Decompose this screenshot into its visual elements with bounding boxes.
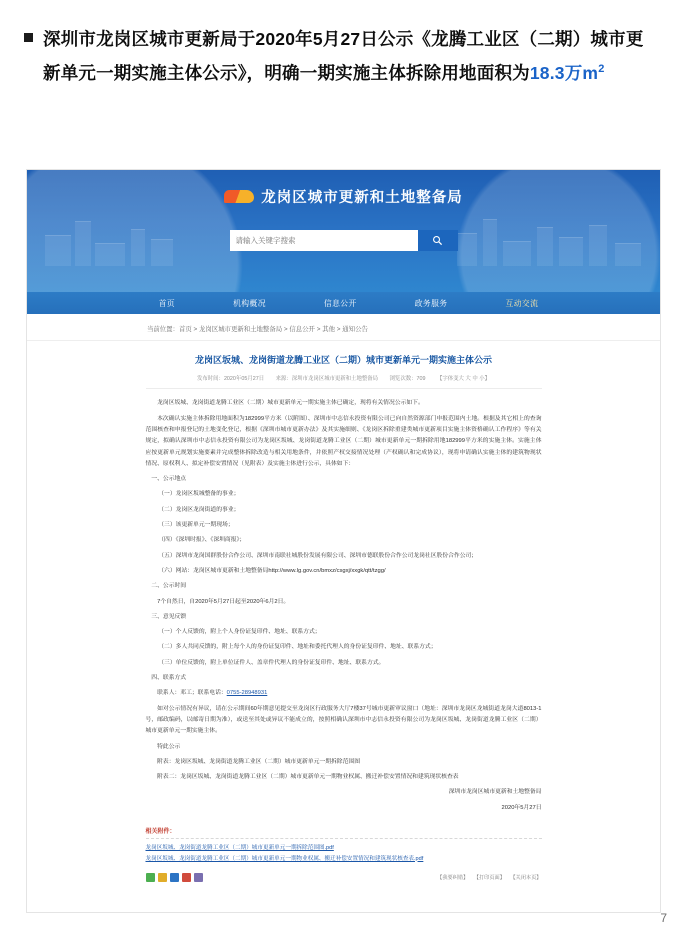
page-title [43, 22, 657, 90]
article-paragraph-3: （一）龙岗区坂城整备的事业； [158, 491, 240, 498]
attachments-title: 相关附件： [145, 829, 176, 835]
contact-phone-link[interactable]: 0755-28948931 [226, 690, 268, 697]
article-paragraph-1: 本次确认实施主体拆除用地面积为182999平方米（以附图）、深圳市中志信永投资有限公司已向自然资源部门申报范围内土地。根据及其它相上的查询范围核查和申报登记的土地变化登记，根据《深圳市城市更新办法》及其实施细则、《龙岗区拆除重建类城市更新项目实施主体资格确认工作程序》等有关规定，拟确认深圳市中志信永投资有限公司为龙岗区坂城、龙岗街道龙腾工业区（二期）城市更新单元一期拆除用地182999平方米的实施主体。实施主体应按更新单元规划实施要素并完成整体拆除改造与相关用地条件，并依照产权交接情况处理（产权确认和完成协议），现将申请确认实施主体的建筑物现状情况、原权利人、拟定补偿安置情况（见附表）及实施主体进行公示，具体如下： [145, 415, 542, 467]
breadcrumb: 当前位置：首页 > 龙岗区城市更新和土地整备局 > 信息公开 > 其他 > 通知公告 [27, 314, 660, 341]
bullet-square-icon [24, 33, 33, 42]
search-icon [432, 235, 443, 246]
footer-link-0[interactable]: 【我要纠错】 [437, 875, 469, 882]
signature-org: 深圳市龙岗区城市更新和土地整备局 [448, 789, 542, 796]
site-nav [27, 292, 660, 314]
attachment-link-0[interactable]: 龙岗区坂城、龙岗街道龙腾工业区（二期）城市更新单元一期拆除范围图.pdf [145, 845, 334, 851]
article-paragraph-4: （二）龙岗区龙岗街道的事业； [158, 506, 240, 513]
article-paragraph-12: （一）个人反馈的，附上个人身份证复印件、地址、联系方式； [158, 629, 321, 636]
site-banner [27, 170, 660, 292]
share-icons [146, 873, 203, 882]
search-input[interactable] [230, 230, 418, 251]
slide-page-number: 7 [660, 911, 667, 925]
qzone-share-icon[interactable] [182, 873, 191, 882]
wechat-share-icon[interactable] [146, 873, 155, 882]
site-search [230, 230, 458, 251]
article-paragraph-13: （二）多人共同反馈的，附上每个人的身份证复印件、地址和委托代理人的身份证复印件、地址、联系方式； [158, 644, 437, 651]
article-paragraph-5: （三）该更新单元一期现场； [158, 522, 234, 529]
article-paragraph-17: 如对公示情况有异议，请在公示期间60年期意见提交至龙岗区行政服务大厅7楼37号城市更新审议窗口（地址：深圳市龙岗区龙城街道龙岗大道8013-1号，邮政编码，以邮寄日期为准），或送至其处或异议不能成立的，按照相确认深圳市中志信永投资有限公司为龙岗区坂城、龙岗街道龙腾工业区（二期）城市更新单元一期实施主体。 [145, 705, 542, 735]
attachments-list [146, 838, 542, 864]
site-page-body [27, 314, 660, 890]
nav-item-3[interactable]: 政务服务 [414, 298, 448, 308]
nav-item-0[interactable]: 首页 [158, 298, 176, 308]
nav-item-2[interactable]: 信息公开 [323, 298, 357, 308]
attachment-link-1[interactable]: 龙岗区坂城、龙岗街道龙腾工业区（二期）城市更新单元一期物业权属、搬迁补偿安置情况和建筑现状核查表.pdf [145, 855, 424, 862]
site-title-text: 龙岗区城市更新和土地整备局 [261, 190, 463, 206]
article-paragraph-10: 7个自然日，自2020年5月27日起至2020年6月2日。 [157, 598, 290, 605]
headline-highlight-value: 18.3万m [529, 63, 599, 84]
headline-highlight [530, 63, 605, 83]
signature-date: 2020年5月27日 [501, 804, 542, 811]
site-title [27, 170, 660, 207]
article-paragraph-16 [146, 688, 542, 699]
article-paragraph-18: 特此公示 [157, 743, 181, 750]
footer-action-links [433, 874, 541, 881]
more-share-icon[interactable] [194, 873, 203, 882]
weibo-share-icon[interactable] [158, 873, 167, 882]
contact-label: 联系人：邓工；联系电话： [157, 690, 227, 697]
headline-highlight-sup: 2 [598, 63, 605, 76]
article-meta-2: 浏览次数：709 [389, 376, 426, 383]
article-paragraph-15: 四、联系方式 [151, 675, 187, 682]
article-meta-3[interactable]: 【字体变大 大 中 小】 [436, 376, 490, 383]
article-paragraph-7: （五）深圳市龙岗国群股份合作公司、深圳市南联社城股份发展有限公司、深圳市德联股份合作公司龙岗社区股份合作公司； [158, 552, 478, 559]
footer-link-1[interactable]: 【打印页面】 [473, 875, 505, 882]
article-meta-0: 发布时间：2020年05月27日 [196, 376, 265, 383]
article-paragraph-14: （三）单位反馈的，附上单位证件人、盖章件代理人的身份证复印件、地址、联系方式。 [158, 659, 385, 666]
article-body [146, 389, 542, 814]
article-paragraph-8: （六）网站：龙岗区城市更新和土地整备局http://www.lg.gov.cn/bmxz/csgxj/xxgk/qtt/tzgg/ [158, 567, 386, 574]
article-paragraph-2: 一、公示地点 [151, 476, 187, 483]
qq-share-icon[interactable] [170, 873, 179, 882]
article-meta-1: 来源：深圳市龙岗区城市更新和土地整备局 [275, 376, 379, 383]
article-paragraph-0: 龙岗区坂城、龙岗街道龙腾工业区（二期）城市更新单元一期实施主体已确定，现将有关情况公示如下。 [157, 400, 424, 407]
article-paragraph-20: 附表二：龙岗区坂城、龙岗街道龙腾工业区（二期）城市更新单元一期物业权属、搬迁补偿安置情况和建筑现状核查表 [157, 774, 459, 781]
article-paragraph-11: 三、意见反馈 [151, 613, 187, 620]
article [146, 341, 542, 890]
flag-logo-icon [224, 190, 254, 203]
headline-text-main: 深圳市龙岗区城市更新局于2020年5月27日公示《龙腾工业区（二期）城市更新单元一期实施主体公示》，明确一期实施主体拆除用地面积为 [43, 29, 644, 84]
article-paragraph-6: （四）《深圳时报》、《深圳商报》； [158, 537, 246, 544]
nav-item-1[interactable]: 机构概况 [233, 298, 266, 308]
article-footer [146, 873, 542, 890]
nav-item-4[interactable]: 互动交流 [505, 298, 539, 308]
article-paragraph-19: 附表：龙岗区坂城、龙岗街道龙腾工业区（二期）城市更新单元一期拆除范围图 [157, 758, 360, 765]
footer-link-2[interactable]: 【关闭本页】 [510, 875, 542, 882]
slide-headline-row [0, 0, 687, 90]
article-paragraph-9: 二、公示时间 [151, 583, 187, 590]
article-meta [146, 374, 542, 389]
search-button[interactable] [418, 230, 458, 251]
article-title: 龙岗区坂城、龙岗街道龙腾工业区（二期）城市更新单元一期实施主体公示 [194, 355, 492, 365]
embedded-website-screenshot [27, 170, 660, 912]
